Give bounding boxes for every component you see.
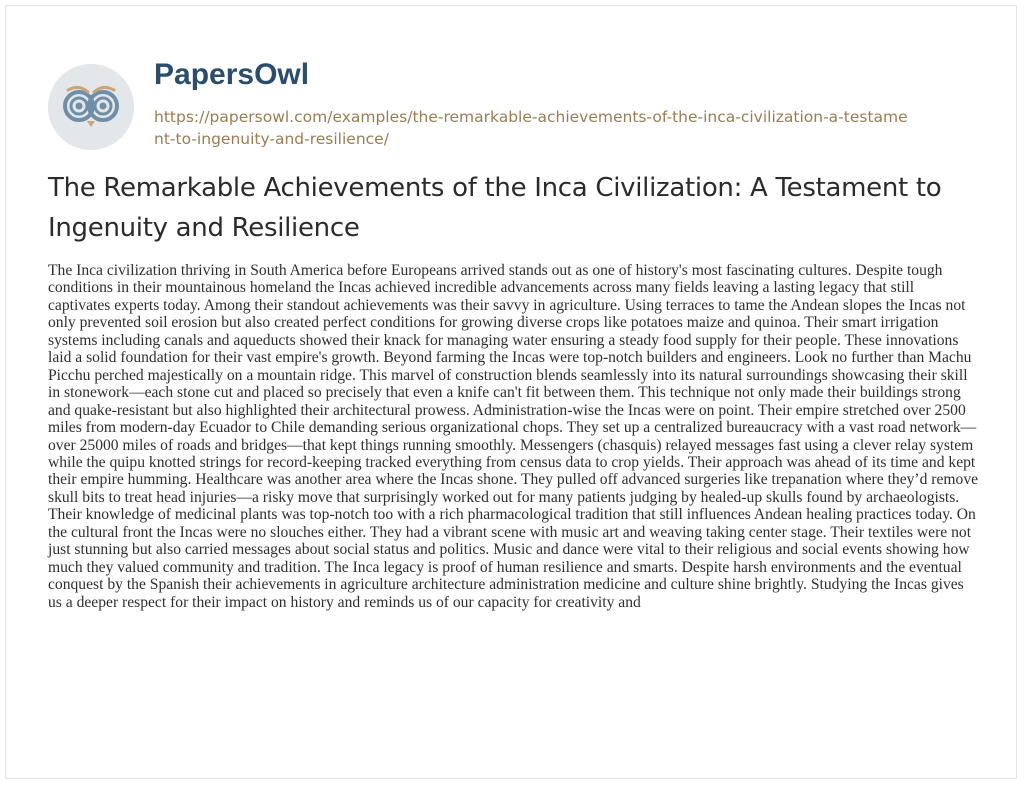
source-url-link[interactable]: https://papersowl.com/examples/the-remarkable-achievements-of-the-inca-civilization-a-testament-to-ingenuity-and-resilience/ — [154, 108, 908, 148]
brand-name[interactable]: PapersOwl — [154, 58, 310, 91]
document-title: The Remarkable Achievements of the Inca Civilization: A Testament to Ingenuity and Resilience — [48, 173, 942, 243]
document-body: The Inca civilization thriving in South America before Europeans arrived stands out as one of history's most fascinating cultures. Despite tough conditions in their mountainous homeland the Incas achieved incredible advancements across many fields leaving a lasting legacy that still captivates experts today. Among their standout achievements was their savvy in agriculture. Using terraces to tame the Andean slopes the Incas not only prevented soil erosion but also created perfect conditions for growing diverse crops like potatoes maize and quinoa. Their smart irrigation systems including canals and aqueducts showed their knack for managing water ensuring a steady food supply for their people. These innovations laid a solid foundation for their vast empire's growth. Beyond farming the Incas were top-notch builders and engineers. Look no further than Machu Picchu perched majestically on a mountain ridge. This marvel of construction blends seamlessly into its natural surroundings showcasing their skill in stonework—each stone cut and placed so precisely that even a knife can't fit between them. This technique not only made their buildings strong and quake-resistant but also highlighted their architectural prowess. Administration-wise the Incas were on point. Their empire stretched over 2500 miles from modern-day Ecuador to Chile demanding serious organizational chops. They set up a centralized bureaucracy with a vast road network—over 25000 miles of roads and bridges—that kept things running smoothly. Messengers (chasquis) relayed messages fast using a clever relay system while the quipu knotted strings for record-keeping tracked everything from census data to crop yields. Their approach was ahead of its time and kept their empire humming. Healthcare was another area where the Incas shone. They pulled off advanced surgeries like trepanation where they’d remove skull bits to treat head injuries—a risky move that surprisingly worked out for many patients judging by healed-up skulls found by archaeologists. Their knowledge of medicinal plants was top-notch too with a rich pharmacological tradition that still influences Andean healing practices today. On the cultural front the Incas were no slouches either. They had a vibrant scene with music art and weaving taking center stage. Their textiles were not just stunning but also carried messages about social status and politics. Music and dance were vital to their religious and social events showing how much they valued community and tradition. The Inca legacy is proof of human resilience and smarts. Despite harsh environments and the eventual conquest by the Spanish their achievements in agriculture architecture administration medicine and culture shine brightly. Studying the Incas gives us a deeper respect for their impact on history and reminds us of our capacity for creativity and — [48, 262, 979, 611]
owl-eyes-icon[interactable] — [48, 64, 134, 150]
